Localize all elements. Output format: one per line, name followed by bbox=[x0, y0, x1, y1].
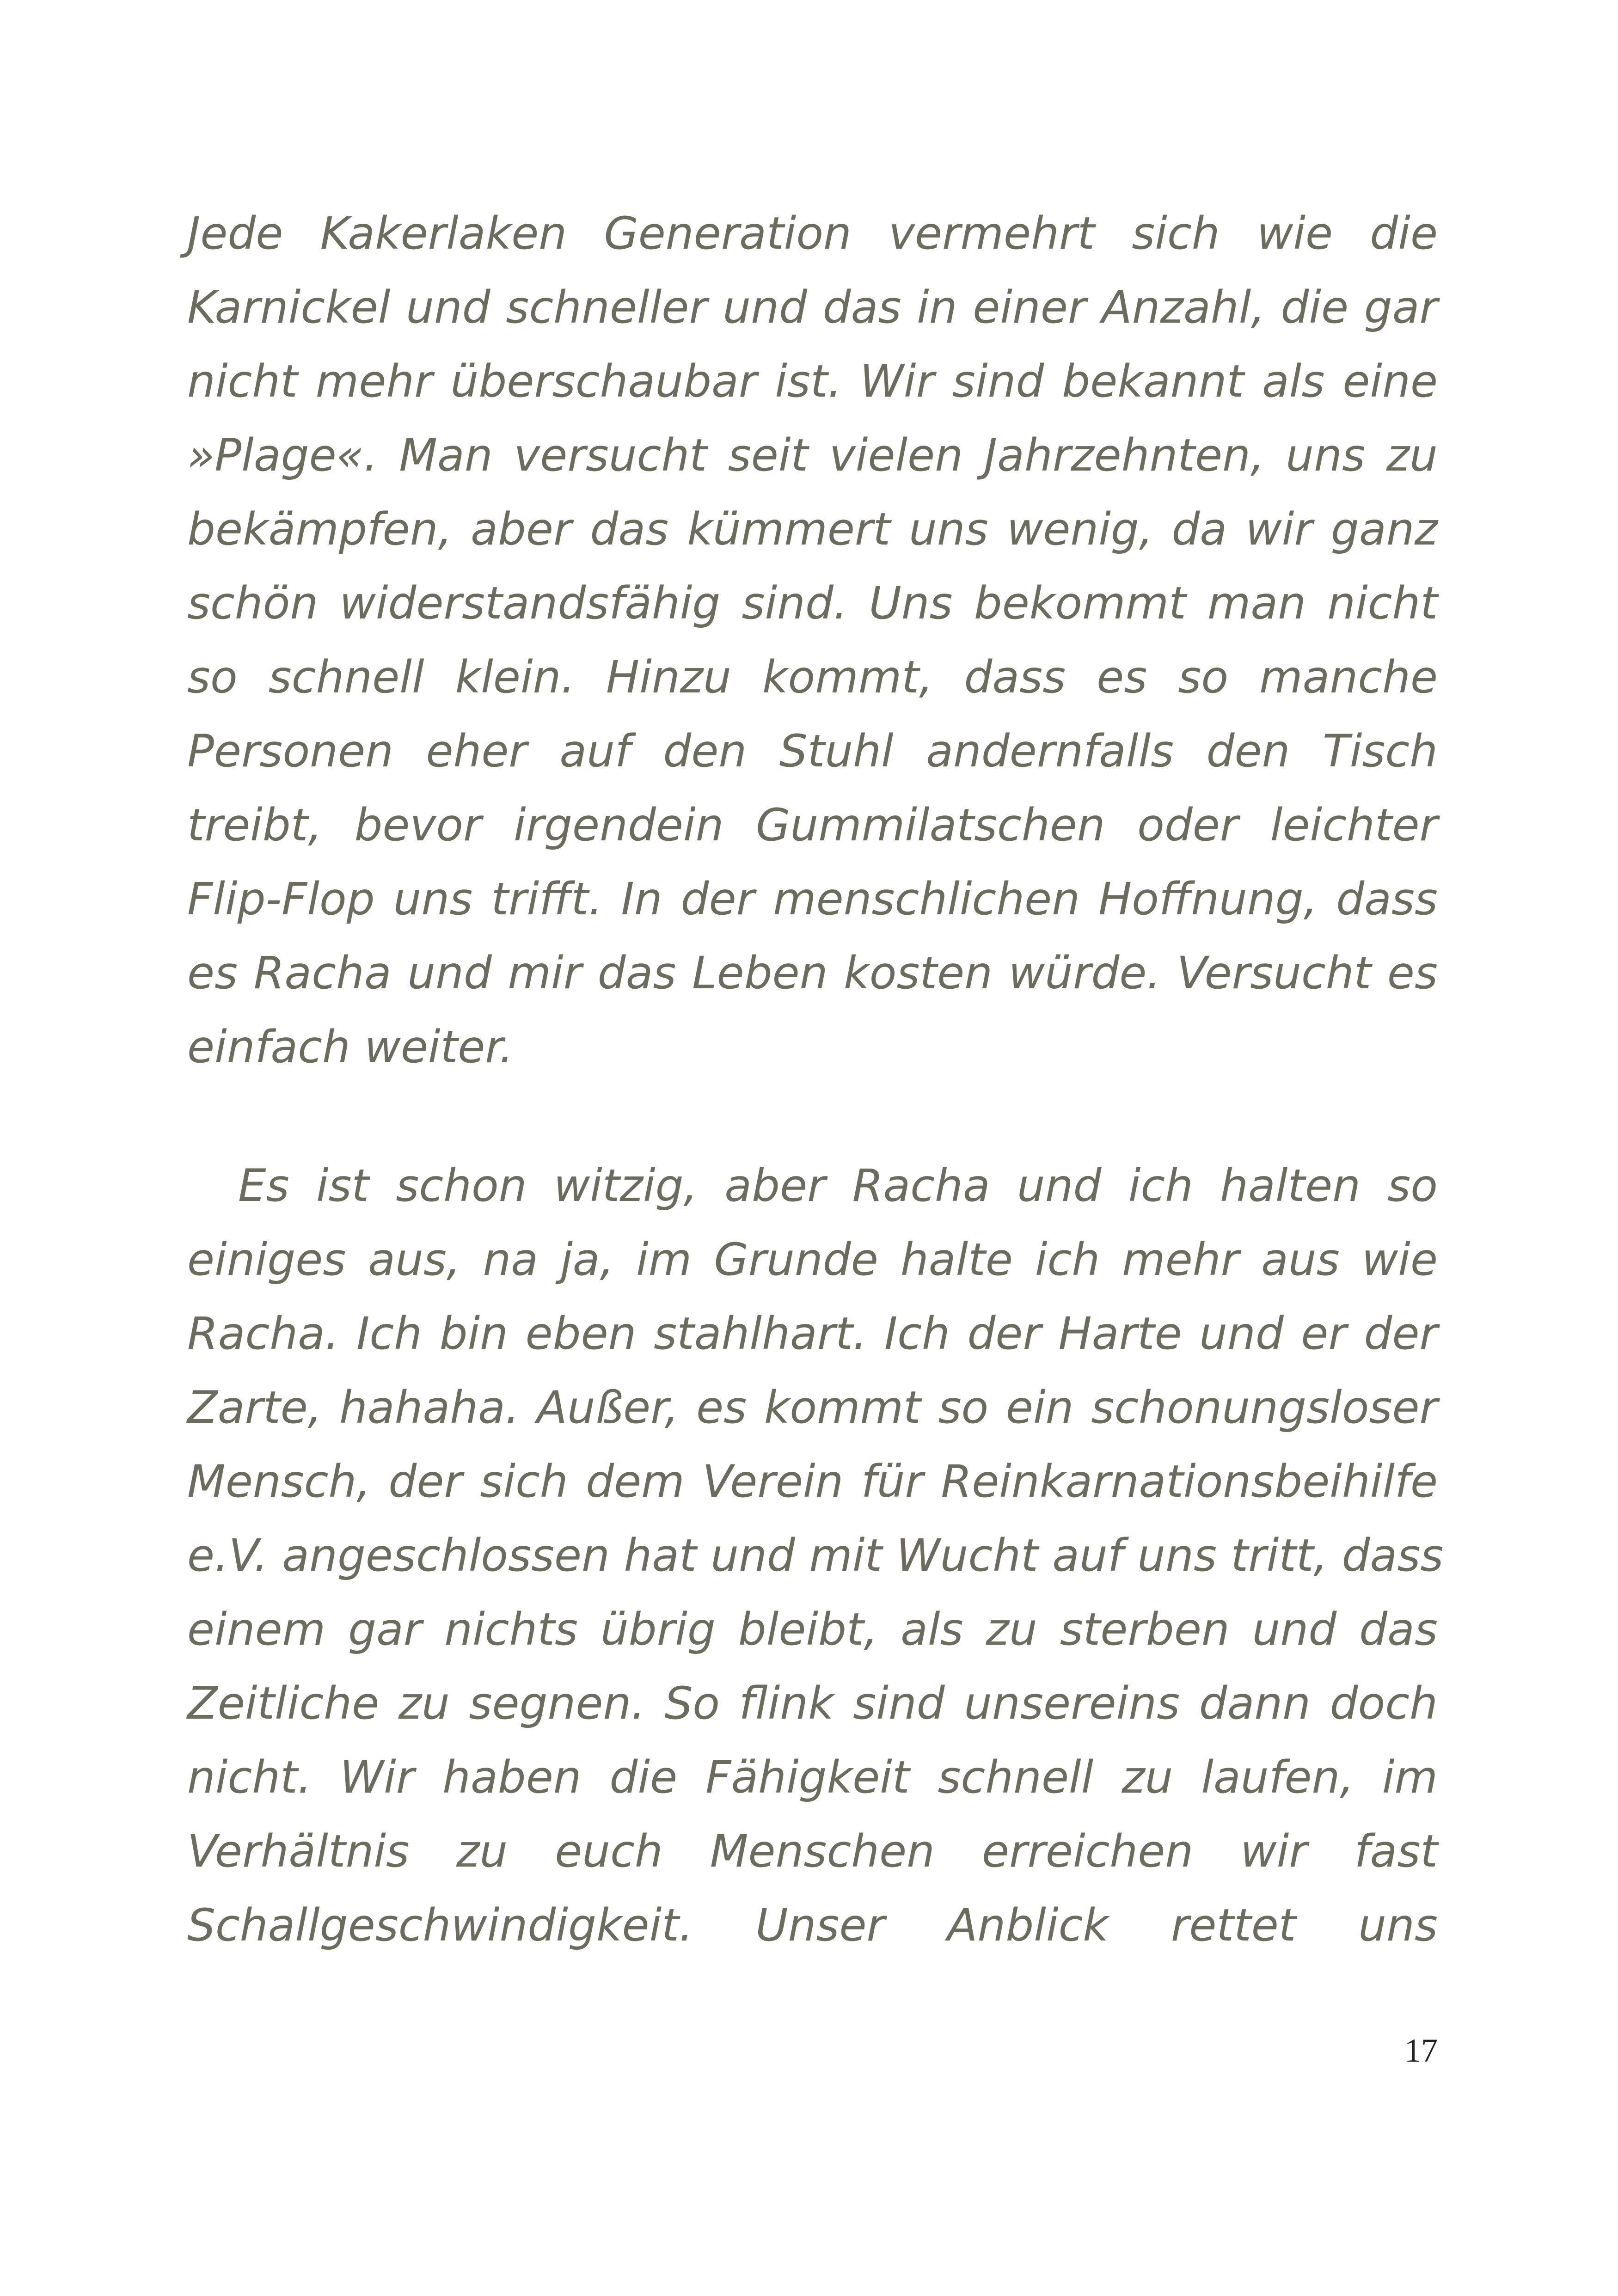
text-line: einiges aus, na ja, im Grunde halte ich mehr aus wie bbox=[187, 1234, 1438, 1286]
text-line: treibt, bevor irgendein Gummilatschen oder leichter bbox=[187, 799, 1438, 851]
text-line: Es ist schon witzig, aber Racha und ich halten so bbox=[238, 1160, 1438, 1212]
text-line: bekämpfen, aber das kümmert uns wenig, da wir ganz bbox=[187, 503, 1438, 555]
text-line: Karnickel und schneller und das in einer Anzahl, die gar bbox=[187, 282, 1438, 333]
text-line: Zarte, hahaha. Außer, es kommt so ein schonungsloser bbox=[187, 1382, 1438, 1433]
text-line: Personen eher auf den Stuhl andernfalls den Tisch bbox=[187, 725, 1438, 777]
text-line: einfach weiter. bbox=[187, 1021, 514, 1073]
text-line: so schnell klein. Hinzu kommt, dass es so manche bbox=[187, 651, 1438, 703]
text-line: schön widerstandsfähig sind. Uns bekommt man nicht bbox=[187, 577, 1438, 629]
paragraph-1 bbox=[187, 196, 1438, 1084]
text-line: Flip-Flop uns trifft. In der menschlichen Hoffnung, dass bbox=[187, 873, 1438, 925]
text-line: Jede Kakerlaken Generation vermehrt sich wie die bbox=[187, 208, 1438, 259]
text-line: »Plage«. Man versucht seit vielen Jahrzehnten, uns zu bbox=[187, 429, 1438, 481]
text-line: es Racha und mir das Leben kosten würde. Versucht es bbox=[187, 947, 1438, 999]
text-line: einem gar nichts übrig bleibt, als zu sterben und das bbox=[187, 1604, 1438, 1655]
text-line: e.V. angeschlossen hat und mit Wucht auf uns tritt, dass bbox=[187, 1530, 1444, 1581]
paragraph-2 bbox=[187, 1149, 1444, 1962]
text-line: Mensch, der sich dem Verein für Reinkarnationsbeihilfe bbox=[187, 1456, 1438, 1507]
text-line: Verhältnis zu euch Menschen erreichen wir fast bbox=[187, 1825, 1438, 1877]
text-line: Racha. Ich bin eben stahlhart. Ich der Harte und er der bbox=[187, 1308, 1438, 1359]
text-line: Zeitliche zu segnen. So flink sind unsereins dann doch bbox=[187, 1678, 1438, 1729]
text-line: nicht mehr überschaubar ist. Wir sind bekannt als eine bbox=[187, 355, 1438, 407]
text-line: Schallgeschwindigkeit. Unser Anblick rettet uns bbox=[187, 1899, 1438, 1951]
text-line: nicht. Wir haben die Fähigkeit schnell zu laufen, im bbox=[187, 1751, 1438, 1803]
page-number: 17 bbox=[1404, 2032, 1438, 2069]
